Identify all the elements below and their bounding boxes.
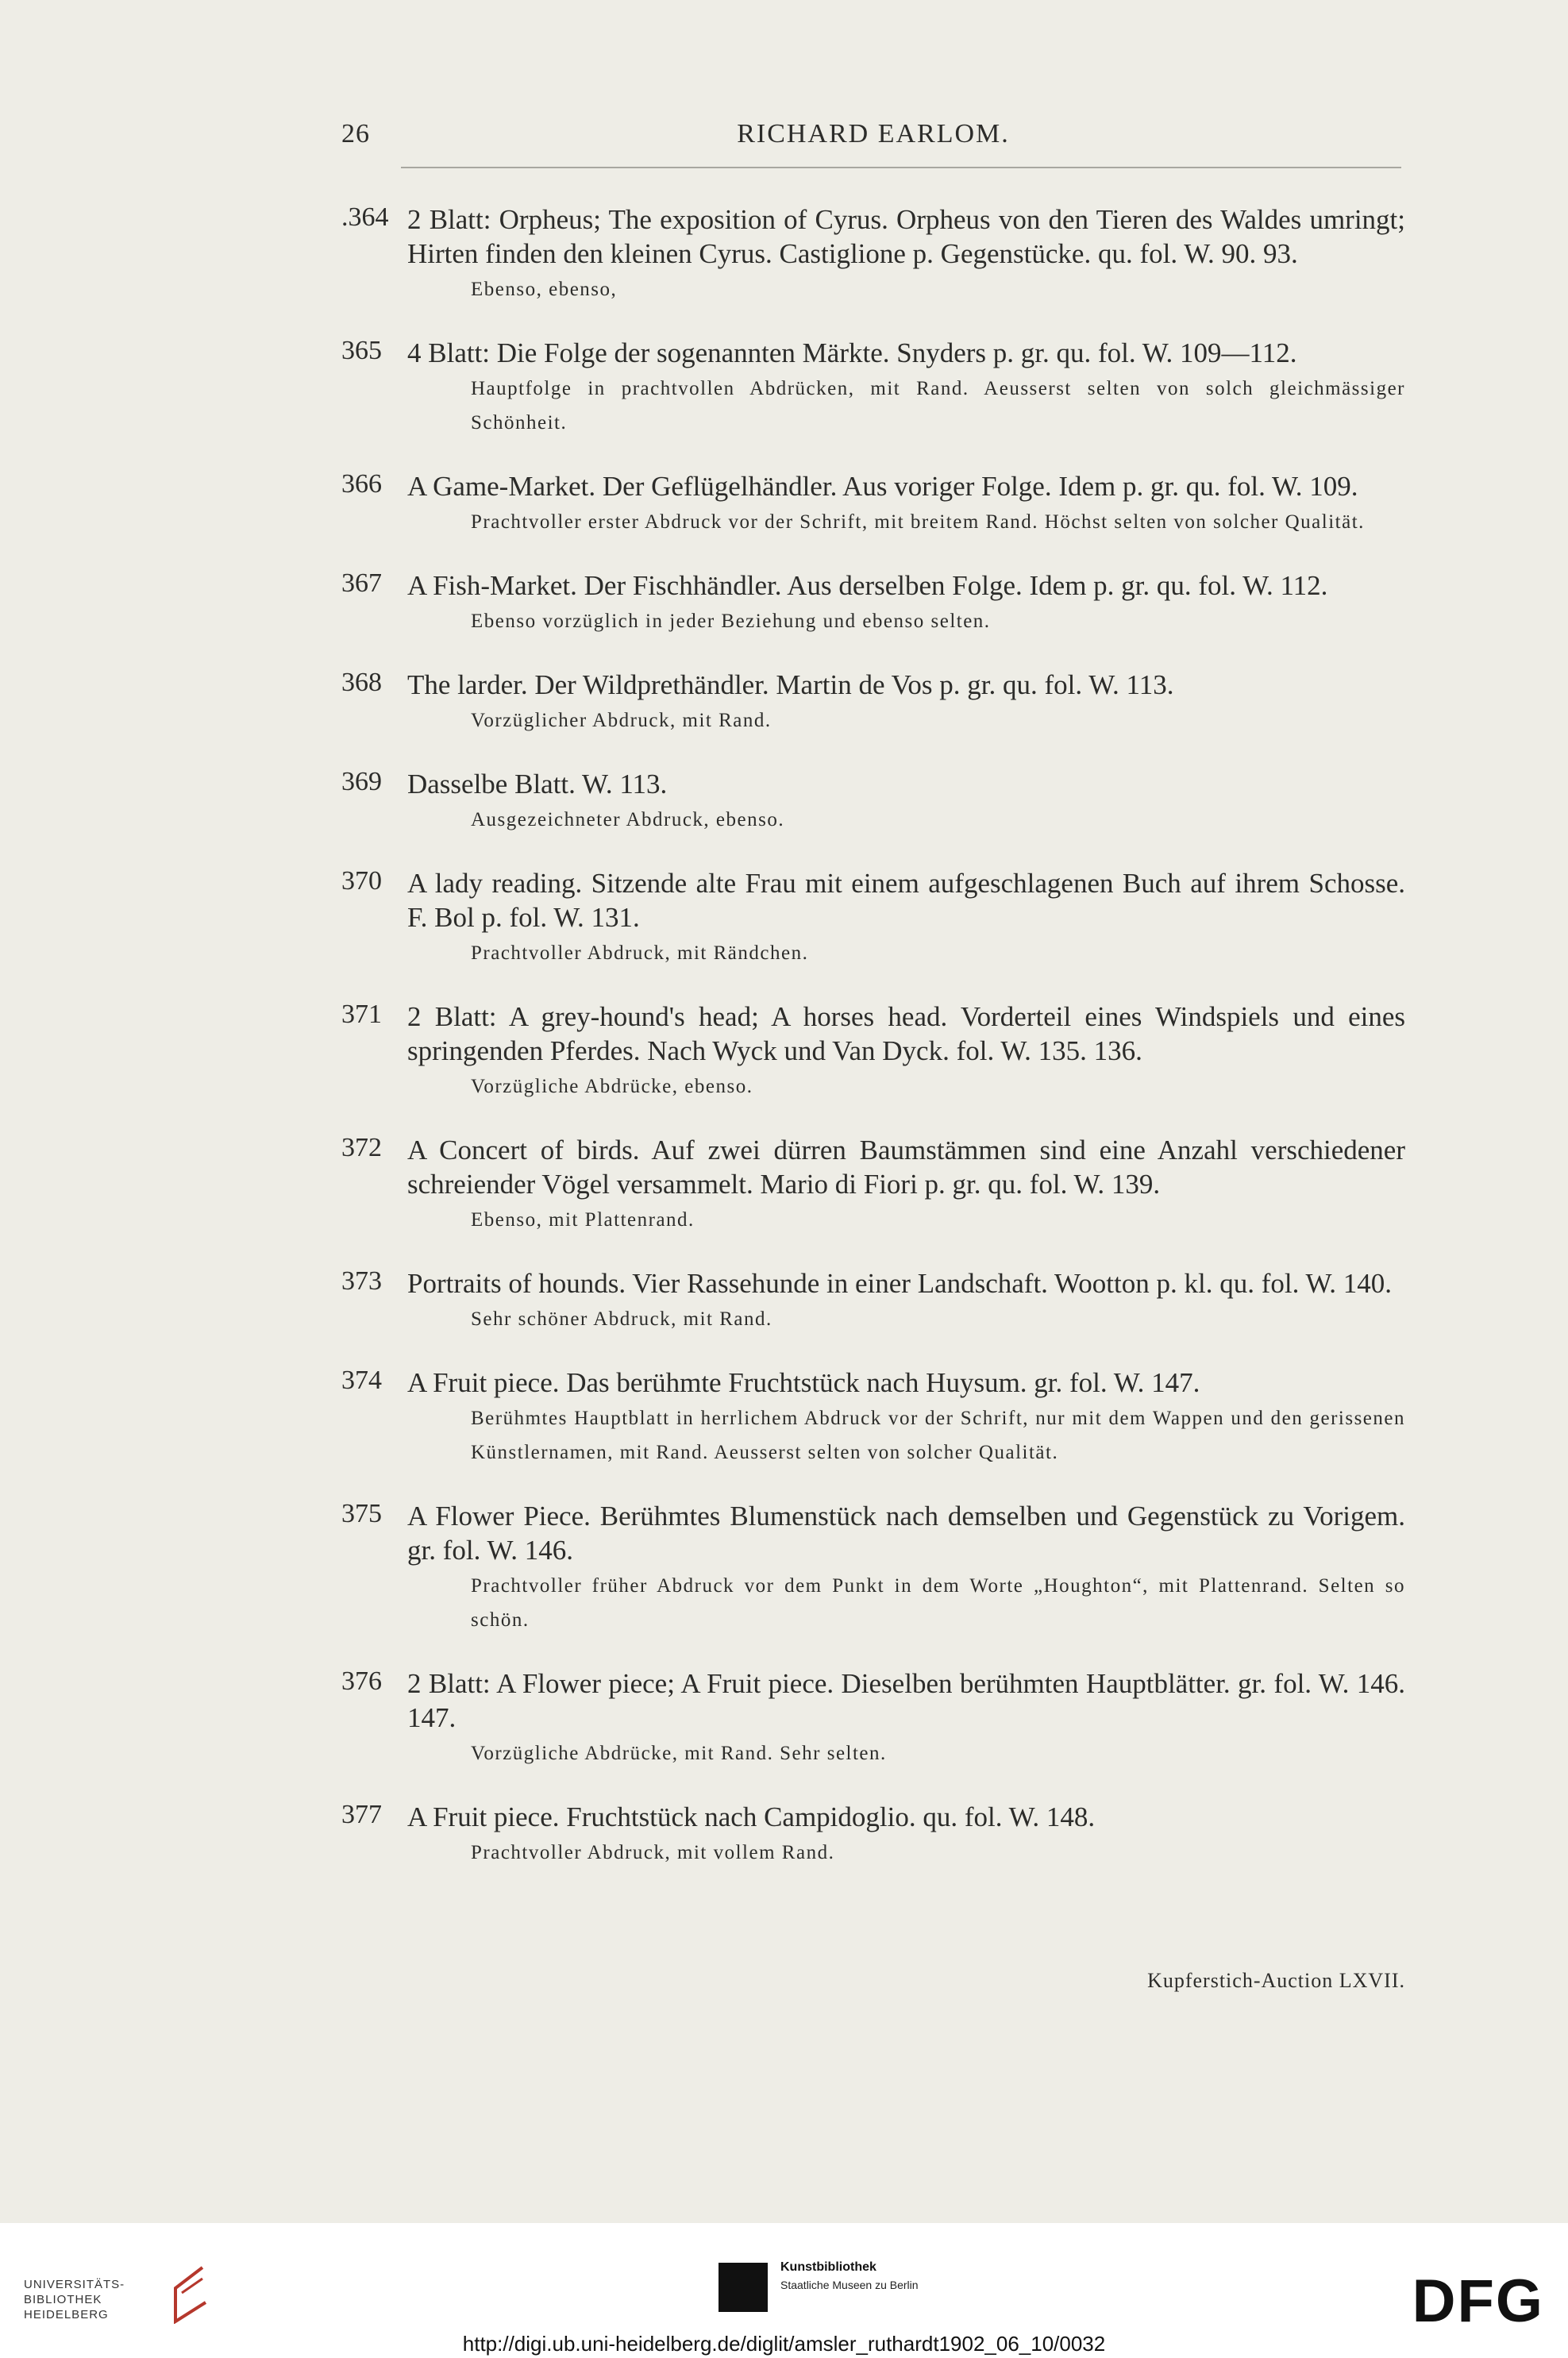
entry-description: 2 Blatt: A Flower piece; A Fruit piece. Dieselben berühmten Hauptblätter. gr. fol. W. 146. 147. — [407, 1668, 1405, 1733]
page-number: 26 — [341, 119, 370, 148]
entry-note: Vorzügliche Abdrücke, ebenso. — [471, 1076, 753, 1097]
kunstbibliothek-name: Kunstbibliothek — [780, 2260, 876, 2274]
dfg-logo[interactable]: DFG — [1412, 2267, 1544, 2335]
entry-description: The larder. Der Wildprethändler. Martin de Vos p. gr. qu. fol. W. 113. — [407, 669, 1174, 700]
catalog-entry-374 — [341, 1366, 1405, 1470]
entry-description: Portraits of hounds. Vier Rassehunde in einer Landschaft. Wootton p. kl. qu. fol. W. 140. — [407, 1268, 1393, 1299]
entry-number: 375 — [341, 1499, 382, 1528]
entry-number: 368 — [341, 668, 382, 697]
entry-description: A Flower Piece. Berühmtes Blumenstück nach demselben und Gegenstück zu Vorigem. gr. fol. W. 146. — [407, 1501, 1405, 1566]
entry-note: Ebenso, ebenso, — [471, 279, 618, 300]
catalog-entry-369 — [341, 767, 1405, 837]
catalog-entry-370 — [341, 866, 1405, 970]
entry-number: .364 — [341, 202, 389, 232]
university-library-logo[interactable] — [24, 2263, 206, 2326]
signature-mark: Kupferstich-Auction LXVII. — [1147, 1969, 1405, 1992]
entry-description: A lady reading. Sitzende alte Frau mit einem aufgeschlagenen Buch auf ihrem Schosse. F. Bol p. fol. W. 131. — [407, 868, 1405, 933]
running-title: RICHARD EARLOM. — [737, 119, 1010, 148]
entry-note: Prachtvoller früher Abdruck vor dem Punkt in dem Worte „Houghton“, mit Plattenrand. Selten so schön. — [471, 1575, 1405, 1631]
catalog-entries — [341, 202, 1405, 1899]
entry-description: 2 Blatt: A grey-hound's head; A horses head. Vorderteil eines Windspiels und eines springenden Pferdes. Nach Wyck und Van Dyck. fol. W. 135. 136. — [407, 1001, 1405, 1066]
catalog-entry-367 — [341, 568, 1405, 638]
catalog-entry-365 — [341, 336, 1405, 440]
university-library-text: UNIVERSITÄTS- BIBLIOTHEK HEIDELBERG — [24, 2278, 125, 2321]
entry-note: Vorzüglicher Abdruck, mit Rand. — [471, 710, 772, 731]
entry-description: A Fruit piece. Das berühmte Fruchtstück nach Huysum. gr. fol. W. 147. — [407, 1367, 1200, 1398]
catalog-entry-372 — [341, 1133, 1405, 1237]
entry-number: 371 — [341, 1000, 382, 1029]
entry-note: Sehr schöner Abdruck, mit Rand. — [471, 1308, 772, 1330]
catalog-entry-371 — [341, 1000, 1405, 1104]
entry-number: 370 — [341, 866, 382, 896]
header-rule — [401, 167, 1401, 168]
library-emblem-icon — [171, 2264, 210, 2324]
entry-description: 4 Blatt: Die Folge der sogenannten Märkte. Snyders p. gr. qu. fol. W. 109—112. — [407, 337, 1297, 368]
kunstbibliothek-mark-icon — [719, 2263, 768, 2312]
catalog-entry-366 — [341, 469, 1405, 539]
entry-note: Prachtvoller Abdruck, mit Rändchen. — [471, 942, 809, 964]
entry-note: Berühmtes Hauptblatt in herrlichem Abdruck vor der Schrift, nur mit dem Wappen und den gerissenen Künstlernamen, mit Rand. Aeusserst selten von solcher Qualität. — [471, 1408, 1405, 1463]
entry-note: Prachtvoller erster Abdruck vor der Schrift, mit breitem Rand. Höchst selten von solcher Qualität. — [471, 511, 1365, 533]
entry-note: Ausgezeichneter Abdruck, ebenso. — [471, 809, 785, 830]
catalog-entry-364 — [341, 202, 1405, 306]
entry-number: 376 — [341, 1666, 382, 1696]
entry-description: Dasselbe Blatt. W. 113. — [407, 769, 668, 799]
entry-note: Ebenso, mit Plattenrand. — [471, 1209, 695, 1231]
kunstbibliothek-subtitle: Staatliche Museen zu Berlin — [780, 2279, 919, 2291]
catalog-entry-376 — [341, 1666, 1405, 1770]
entry-number: 373 — [341, 1266, 382, 1296]
kunstbibliothek-logo[interactable] — [719, 2259, 973, 2322]
entry-description: 2 Blatt: Orpheus; The exposition of Cyrus. Orpheus von den Tieren des Waldes umringt; Hirten finden den kleinen Cyrus. Castiglione p. Gegenstücke. qu. fol. W. 90. 93. — [407, 204, 1405, 269]
entry-description: A Fish-Market. Der Fischhändler. Aus derselben Folge. Idem p. gr. qu. fol. W. 112. — [407, 570, 1328, 601]
catalog-entry-368 — [341, 668, 1405, 738]
entry-note: Vorzügliche Abdrücke, mit Rand. Sehr selten. — [471, 1743, 887, 1764]
catalog-entry-375 — [341, 1499, 1405, 1637]
entry-note: Hauptfolge in prachtvollen Abdrücken, mit Rand. Aeusserst selten von solch gleichmässiger Schönheit. — [471, 378, 1405, 433]
permalink-url[interactable]: http://digi.ub.uni-heidelberg.de/diglit/amsler_ruthardt1902_06_10/0032 — [462, 2332, 1106, 2356]
entry-number: 366 — [341, 469, 382, 499]
catalog-entry-373 — [341, 1266, 1405, 1336]
entry-number: 374 — [341, 1366, 382, 1395]
digitization-footer — [0, 2223, 1568, 2358]
entry-note: Prachtvoller Abdruck, mit vollem Rand. — [471, 1842, 835, 1863]
entry-description: A Game-Market. Der Geflügelhändler. Aus voriger Folge. Idem p. gr. qu. fol. W. 109. — [407, 471, 1358, 502]
entry-number: 367 — [341, 568, 382, 598]
entry-number: 377 — [341, 1800, 382, 1829]
entry-number: 365 — [341, 336, 382, 365]
entry-description: A Concert of birds. Auf zwei dürren Baumstämmen sind eine Anzahl verschiedener schreiender Vögel versammelt. Mario di Fiori p. gr. qu. fol. W. 139. — [407, 1135, 1405, 1200]
entry-number: 369 — [341, 767, 382, 796]
catalog-entry-377 — [341, 1800, 1405, 1870]
entry-description: A Fruit piece. Fruchtstück nach Campidoglio. qu. fol. W. 148. — [407, 1801, 1096, 1832]
entry-note: Ebenso vorzüglich in jeder Beziehung und ebenso selten. — [471, 611, 991, 632]
running-head — [341, 119, 1405, 167]
entry-number: 372 — [341, 1133, 382, 1162]
